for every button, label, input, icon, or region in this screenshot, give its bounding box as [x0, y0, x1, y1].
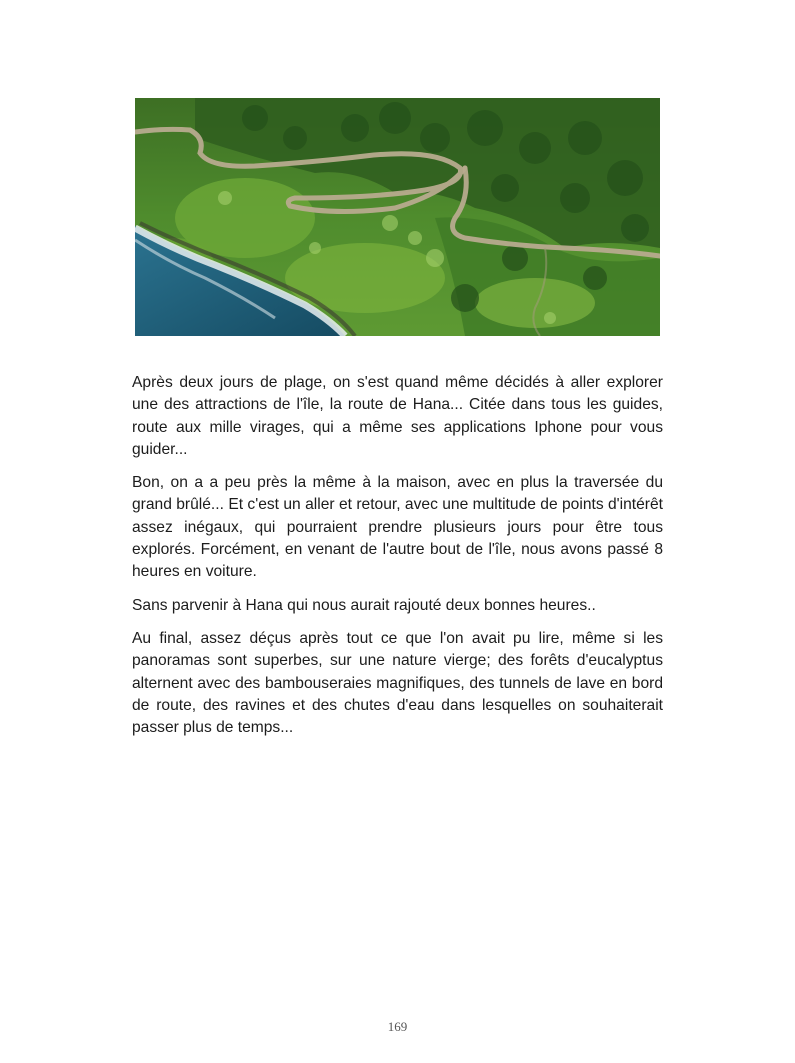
- paragraph: Sans parvenir à Hana qui nous aurait rajouté deux bonnes heures..: [132, 596, 596, 614]
- coastal-road-photo: [135, 98, 660, 336]
- paragraph: Au final, assez déçus après tout ce que l'on avait pu lire, même si les panoramas sont superbes, sur une nature vierge; des forêts d'eucalyptus alternent avec des bambouseraies magnifiques, des tunnels de lave en bord de route, des ravines et des chutes d'eau dans lesquelles on souhaiterait passer plus de temps...: [132, 629, 663, 737]
- paragraph: Bon, on a a peu près la même à la maison, avec en plus la traversée du grand brûlé... Et c'est un aller et retour, avec une multitude de points d'intérêt assez inégaux, qui pourraient prendre plusieurs jours pour être tous explorés. Forcément, en venant de l'autre bout de l'île, nous avons passé 8 heures en voiture.: [132, 474, 663, 581]
- paragraph: Après deux jours de plage, on s'est quand même décidés à aller explorer une des attractions de l'île, la route de Hana... Citée dans tous les guides, route aux mille virages, qui a même ses applications Iphone pour vous guider...: [132, 374, 663, 458]
- article-body: [132, 372, 663, 750]
- meadow-patch: [285, 243, 445, 313]
- meadow-patch: [475, 278, 595, 328]
- page-number: 169: [387, 1019, 408, 1034]
- winding-road-illustration: [135, 98, 660, 336]
